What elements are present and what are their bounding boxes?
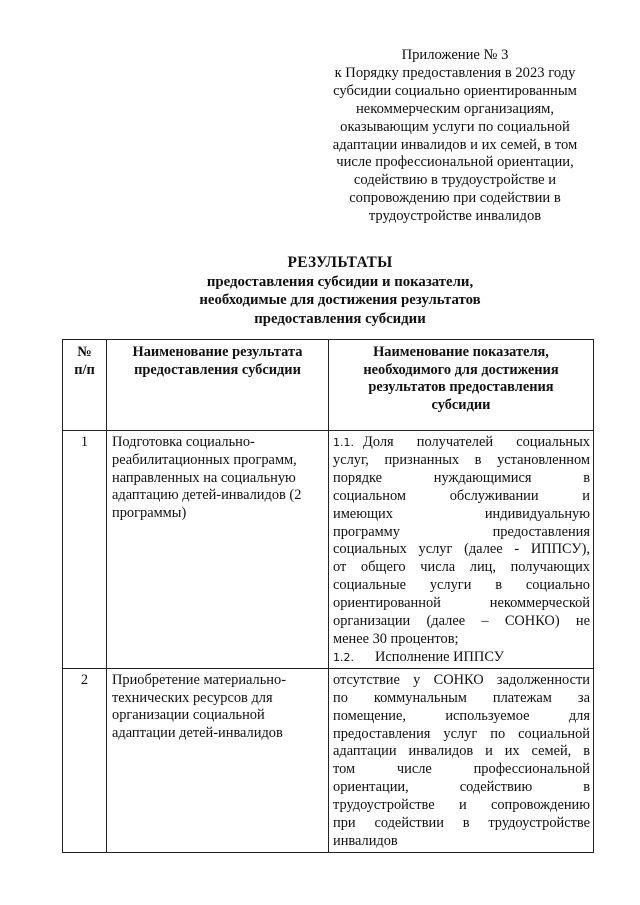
word: ориентированной — [333, 595, 441, 612]
word: – — [481, 613, 489, 630]
word: задолженности — [496, 671, 590, 688]
word: социальных — [333, 541, 407, 558]
word: СОНКО) — [504, 613, 560, 630]
appendix-line: Приложение № 3 — [401, 47, 509, 63]
word: социальном — [333, 487, 406, 504]
word: профессиональной — [473, 761, 590, 778]
word: предоставления — [492, 523, 590, 540]
word: услуг — [418, 541, 453, 558]
word: в — [474, 451, 482, 468]
word: отсутствие — [333, 671, 400, 688]
word: коммунальным — [373, 689, 467, 706]
indicator-text — [329, 431, 594, 669]
word: семей, — [531, 743, 572, 760]
word: по — [333, 689, 348, 706]
appendix-line: некоммерческим организациям, — [355, 100, 555, 117]
word: адаптации — [333, 743, 397, 760]
word: (далее — [464, 541, 503, 558]
indicator-line — [333, 470, 590, 488]
word: порядке — [333, 469, 383, 486]
indicator-line — [333, 577, 590, 595]
indicator-text — [329, 668, 594, 852]
word: Доля — [363, 434, 394, 450]
appendix-line: адаптации инвалидов и их семей, в том — [332, 136, 578, 153]
indicator-line — [333, 690, 590, 708]
word: по — [490, 725, 506, 742]
indicator-item-2 — [333, 649, 590, 667]
word: общего — [360, 559, 406, 576]
indicator-line — [333, 779, 590, 797]
word: от — [333, 559, 347, 576]
header-result-name: Наименование результата предоставления субсидии — [107, 340, 329, 431]
word: в — [583, 779, 590, 796]
word: трудоустройстве — [488, 815, 590, 832]
word: в — [583, 743, 590, 760]
item-first-line — [363, 434, 590, 452]
header-num: № п/п — [63, 340, 107, 431]
indicator-line — [333, 743, 590, 761]
appendix-line: содействию в трудоустройстве и — [353, 172, 557, 189]
indicator-line — [333, 541, 590, 559]
word: услуг — [443, 725, 478, 742]
word: и — [458, 797, 467, 814]
word: и — [582, 487, 590, 504]
indicator-line — [333, 726, 590, 744]
word: помещение, — [333, 707, 406, 724]
item-marker: 1.1. — [333, 436, 354, 449]
word: некоммерческой — [489, 595, 590, 612]
word: лиц, — [469, 559, 496, 576]
word: трудоустройстве — [333, 797, 435, 814]
word: при — [333, 815, 356, 832]
indicator-line — [333, 708, 590, 726]
indicator-line — [333, 452, 590, 470]
appendix-line: трудоустройстве инвалидов — [368, 208, 542, 225]
indicator-line: менее 30 процентов; — [333, 630, 459, 647]
item-text: Исполнение ИППСУ — [375, 648, 504, 665]
item-marker: 1.2. — [333, 650, 354, 664]
appendix-line: числе профессиональной ориентации, — [336, 154, 574, 171]
word: платежам — [492, 689, 552, 706]
title-main: РЕЗУЛЬТАТЫ — [287, 254, 393, 271]
word: предоставления — [333, 725, 431, 742]
indicator-line — [333, 797, 590, 815]
result-name: Подготовка социально- реабилитационных программ, направленных на социальную адаптацию детей-инвалидов (2 программы) — [107, 431, 329, 669]
table-row — [63, 668, 594, 852]
word: в — [583, 469, 590, 486]
word: СОНКО — [433, 671, 484, 688]
word: в — [495, 577, 503, 594]
indicator-line — [333, 506, 590, 524]
indicator-line: инвалидов — [333, 832, 398, 849]
word: сопровождению — [490, 797, 590, 814]
word: организации — [333, 613, 411, 630]
result-name: Приобретение материально- технических ресурсов для организации социальной адаптации детей-инвалидов — [107, 668, 329, 852]
indicator-line — [333, 559, 590, 577]
header-indicator-name: Наименование показателя, необходимого для достижения результатов предоставления субсидии — [329, 340, 594, 431]
indicator-line — [333, 815, 590, 833]
word: обслуживании — [449, 487, 539, 504]
word: их — [504, 743, 520, 760]
word: том — [333, 761, 356, 778]
indicator-line — [333, 613, 590, 631]
appendix-line: субсидии социально ориентированным — [333, 82, 577, 99]
word: установленном — [497, 451, 590, 468]
row-number: 1 — [63, 431, 107, 669]
word: получающих — [510, 559, 590, 576]
word: содействии — [374, 815, 444, 832]
word: программу — [333, 523, 400, 540]
word: (далее — [426, 613, 466, 630]
word: получателей — [416, 434, 494, 450]
word: социальные — [333, 577, 407, 594]
results-table — [62, 339, 594, 853]
indicator-line — [333, 672, 590, 690]
word: ИППСУ), — [530, 541, 590, 558]
word: числа — [420, 559, 456, 576]
document-title — [60, 254, 620, 329]
row-number: 2 — [63, 668, 107, 852]
word: содействию — [459, 779, 533, 796]
word: - — [514, 541, 520, 558]
word: имеющих — [333, 505, 393, 522]
indicator-line — [333, 488, 590, 506]
word: за — [577, 689, 590, 706]
title-sub-line: необходимые для достижения результатов — [199, 292, 481, 309]
word: для — [568, 707, 590, 724]
word: числе — [396, 761, 432, 778]
indicator-item-1 — [333, 434, 590, 452]
word: социальных — [516, 434, 590, 450]
word: социальной — [518, 725, 590, 742]
appendix-line: оказывающим услуги по социальной — [340, 118, 570, 135]
word: и — [485, 743, 493, 760]
indicator-line — [333, 761, 590, 779]
appendix-note — [296, 47, 614, 226]
title-sub-line: предоставления субсидии и показатели, — [206, 273, 474, 290]
word: у — [413, 671, 421, 688]
word: признанных — [384, 451, 460, 468]
word: используемое — [445, 707, 530, 724]
appendix-line: к Порядку предоставления в 2023 году — [334, 64, 576, 81]
word: индивидуальную — [484, 505, 590, 522]
word: социально — [525, 577, 590, 594]
word: в — [462, 815, 470, 832]
word: инвалидов — [408, 743, 474, 760]
word: нуждающимися — [433, 469, 532, 486]
table-row — [63, 431, 594, 669]
indicator-line — [333, 595, 590, 613]
title-sub-line: предоставления субсидии — [254, 311, 426, 328]
indicator-line — [333, 524, 590, 542]
table-header-row — [63, 340, 594, 431]
word: услуги — [429, 577, 472, 594]
appendix-line: сопровождению при содействии в — [349, 190, 561, 207]
word: ориентации, — [333, 779, 409, 796]
word: не — [575, 613, 590, 630]
word: услуг, — [333, 451, 369, 468]
